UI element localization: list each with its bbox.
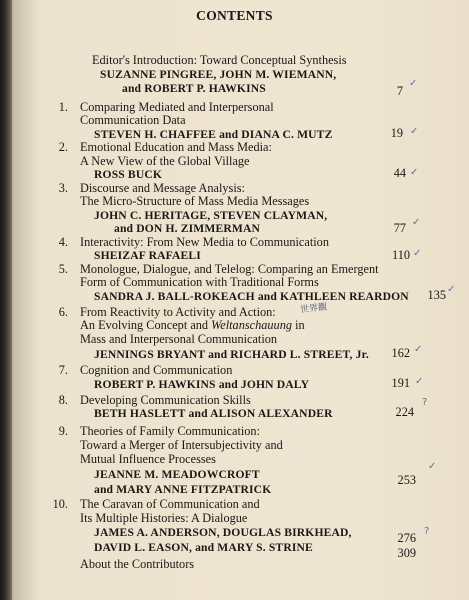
intro-title: Editor's Introduction: Toward Conceptual Synthesis	[92, 53, 347, 67]
chapter-title-line: Emotional Education and Mass Media:	[80, 140, 272, 154]
chapter-title-line: Theories of Family Communication:	[80, 424, 260, 438]
chapter-title-line: Monologue, Dialogue, and Telelog: Comparing an Emergent	[80, 262, 379, 276]
chapter-authors: DAVID L. EASON, and MARY S. STRINE	[94, 541, 313, 554]
chapter-authors: ROBERT P. HAWKINS and JOHN DALY	[94, 378, 310, 391]
chapter-title-line: The Caravan of Communication and	[80, 497, 260, 511]
chapter-title-line: A New View of the Global Village	[80, 154, 250, 168]
chapter-title-line: Communication Data	[80, 113, 186, 127]
chapter-authors: JENNINGS BRYANT and RICHARD L. STREET, Jr.	[94, 348, 369, 361]
chapter-authors: BETH HASLETT and ALISON ALEXANDER	[94, 407, 333, 420]
chapter-authors: ROSS BUCK	[94, 168, 163, 181]
check-mark-icon: ✓	[447, 284, 456, 295]
chapter-number: 6.	[58, 305, 68, 319]
check-mark-icon: ✓	[412, 217, 421, 228]
page-gutter-shadow	[0, 0, 12, 600]
chapter-authors: SANDRA J. BALL-ROKEACH and KATHLEEN REARDON	[94, 290, 409, 303]
chapter-number: 1.	[58, 100, 68, 114]
intro-page-number: 7	[396, 84, 403, 98]
chapter-authors: STEVEN H. CHAFFEE and DIANA C. MUTZ	[94, 128, 333, 141]
chapter-authors: and MARY ANNE FITZPATRICK	[94, 483, 272, 496]
chapter-authors: JEANNE M. MEADOWCROFT	[94, 468, 260, 481]
check-mark-icon: ✓	[428, 461, 437, 472]
chapter-number: 8.	[58, 393, 68, 407]
query-mark-icon: ?	[422, 397, 428, 408]
query-mark-icon: ?	[424, 526, 430, 537]
chapter-number: 4.	[58, 235, 68, 249]
page-title: CONTENTS	[196, 8, 273, 23]
chapter-authors: JAMES A. ANDERSON, DOUGLAS BIRKHEAD,	[94, 526, 352, 539]
chapter-title-line: Cognition and Communication	[80, 363, 233, 377]
chapter-page-number: 162	[391, 346, 410, 360]
chapter-authors: JOHN C. HERITAGE, STEVEN CLAYMAN,	[94, 209, 328, 222]
chapter-title-line: Developing Communication Skills	[80, 393, 251, 407]
check-mark-icon: ✓	[410, 126, 419, 137]
contributors-title: About the Contributors	[80, 557, 195, 571]
chapter-number: 9.	[58, 424, 68, 438]
chapter-title-line: Toward a Merger of Intersubjectivity and	[80, 438, 283, 452]
chapter-page-number: 276	[397, 531, 416, 545]
intro-authors-line-2: and ROBERT P. HAWKINS	[122, 82, 266, 95]
check-mark-icon: ✓	[415, 376, 424, 387]
chapter-number: 10.	[52, 497, 68, 511]
check-mark-icon: ✓	[414, 344, 423, 355]
chapter-title-line: Its Multiple Histories: A Dialogue	[80, 511, 248, 525]
handwritten-note: 世界觀	[299, 302, 328, 316]
chapter-page-number: 19	[390, 126, 403, 140]
chapter-page-number: 135	[427, 288, 446, 302]
check-mark-icon: ✓	[409, 78, 418, 89]
chapter-authors: and DON H. ZIMMERMAN	[114, 222, 260, 235]
chapter-title-line: Form of Communication with Traditional Forms	[80, 275, 319, 289]
check-mark-icon: ✓	[413, 248, 422, 259]
chapter-number: 3.	[58, 181, 68, 195]
intro-authors-line-1: SUZANNE PINGREE, JOHN M. WIEMANN,	[100, 68, 337, 81]
chapter-title-line: Mutual Influence Processes	[80, 452, 216, 466]
chapter-title-line: From Reactivity to Activity and Action:	[80, 305, 276, 319]
chapter-authors: SHEIZAF RAFAELI	[94, 249, 201, 262]
chapter-title-line: Mass and Interpersonal Communication	[80, 332, 278, 346]
chapter-page-number: 253	[397, 473, 416, 487]
chapter-page-number: 110	[392, 248, 410, 262]
chapter-number: 5.	[58, 262, 68, 276]
chapter-page-number: 224	[395, 405, 414, 419]
chapter-page-number: 77	[393, 221, 406, 235]
italic-term: Weltanschauung	[211, 318, 292, 332]
contributors-page-number: 309	[397, 546, 416, 560]
chapter-page-number: 44	[393, 166, 406, 180]
chapter-title-line: The Micro-Structure of Mass Media Messages	[80, 194, 310, 208]
chapter-title-line: An Evolving Concept and Weltanschauung in	[80, 318, 305, 332]
chapter-title-line: Discourse and Message Analysis:	[80, 181, 245, 195]
chapter-title-line: Comparing Mediated and Interpersonal	[80, 100, 274, 114]
chapter-number: 2.	[58, 140, 68, 154]
check-mark-icon: ✓	[410, 167, 419, 178]
chapter-number: 7.	[58, 363, 68, 377]
chapter-title-line: Interactivity: From New Media to Communication	[80, 235, 329, 249]
chapter-page-number: 191	[391, 376, 410, 390]
